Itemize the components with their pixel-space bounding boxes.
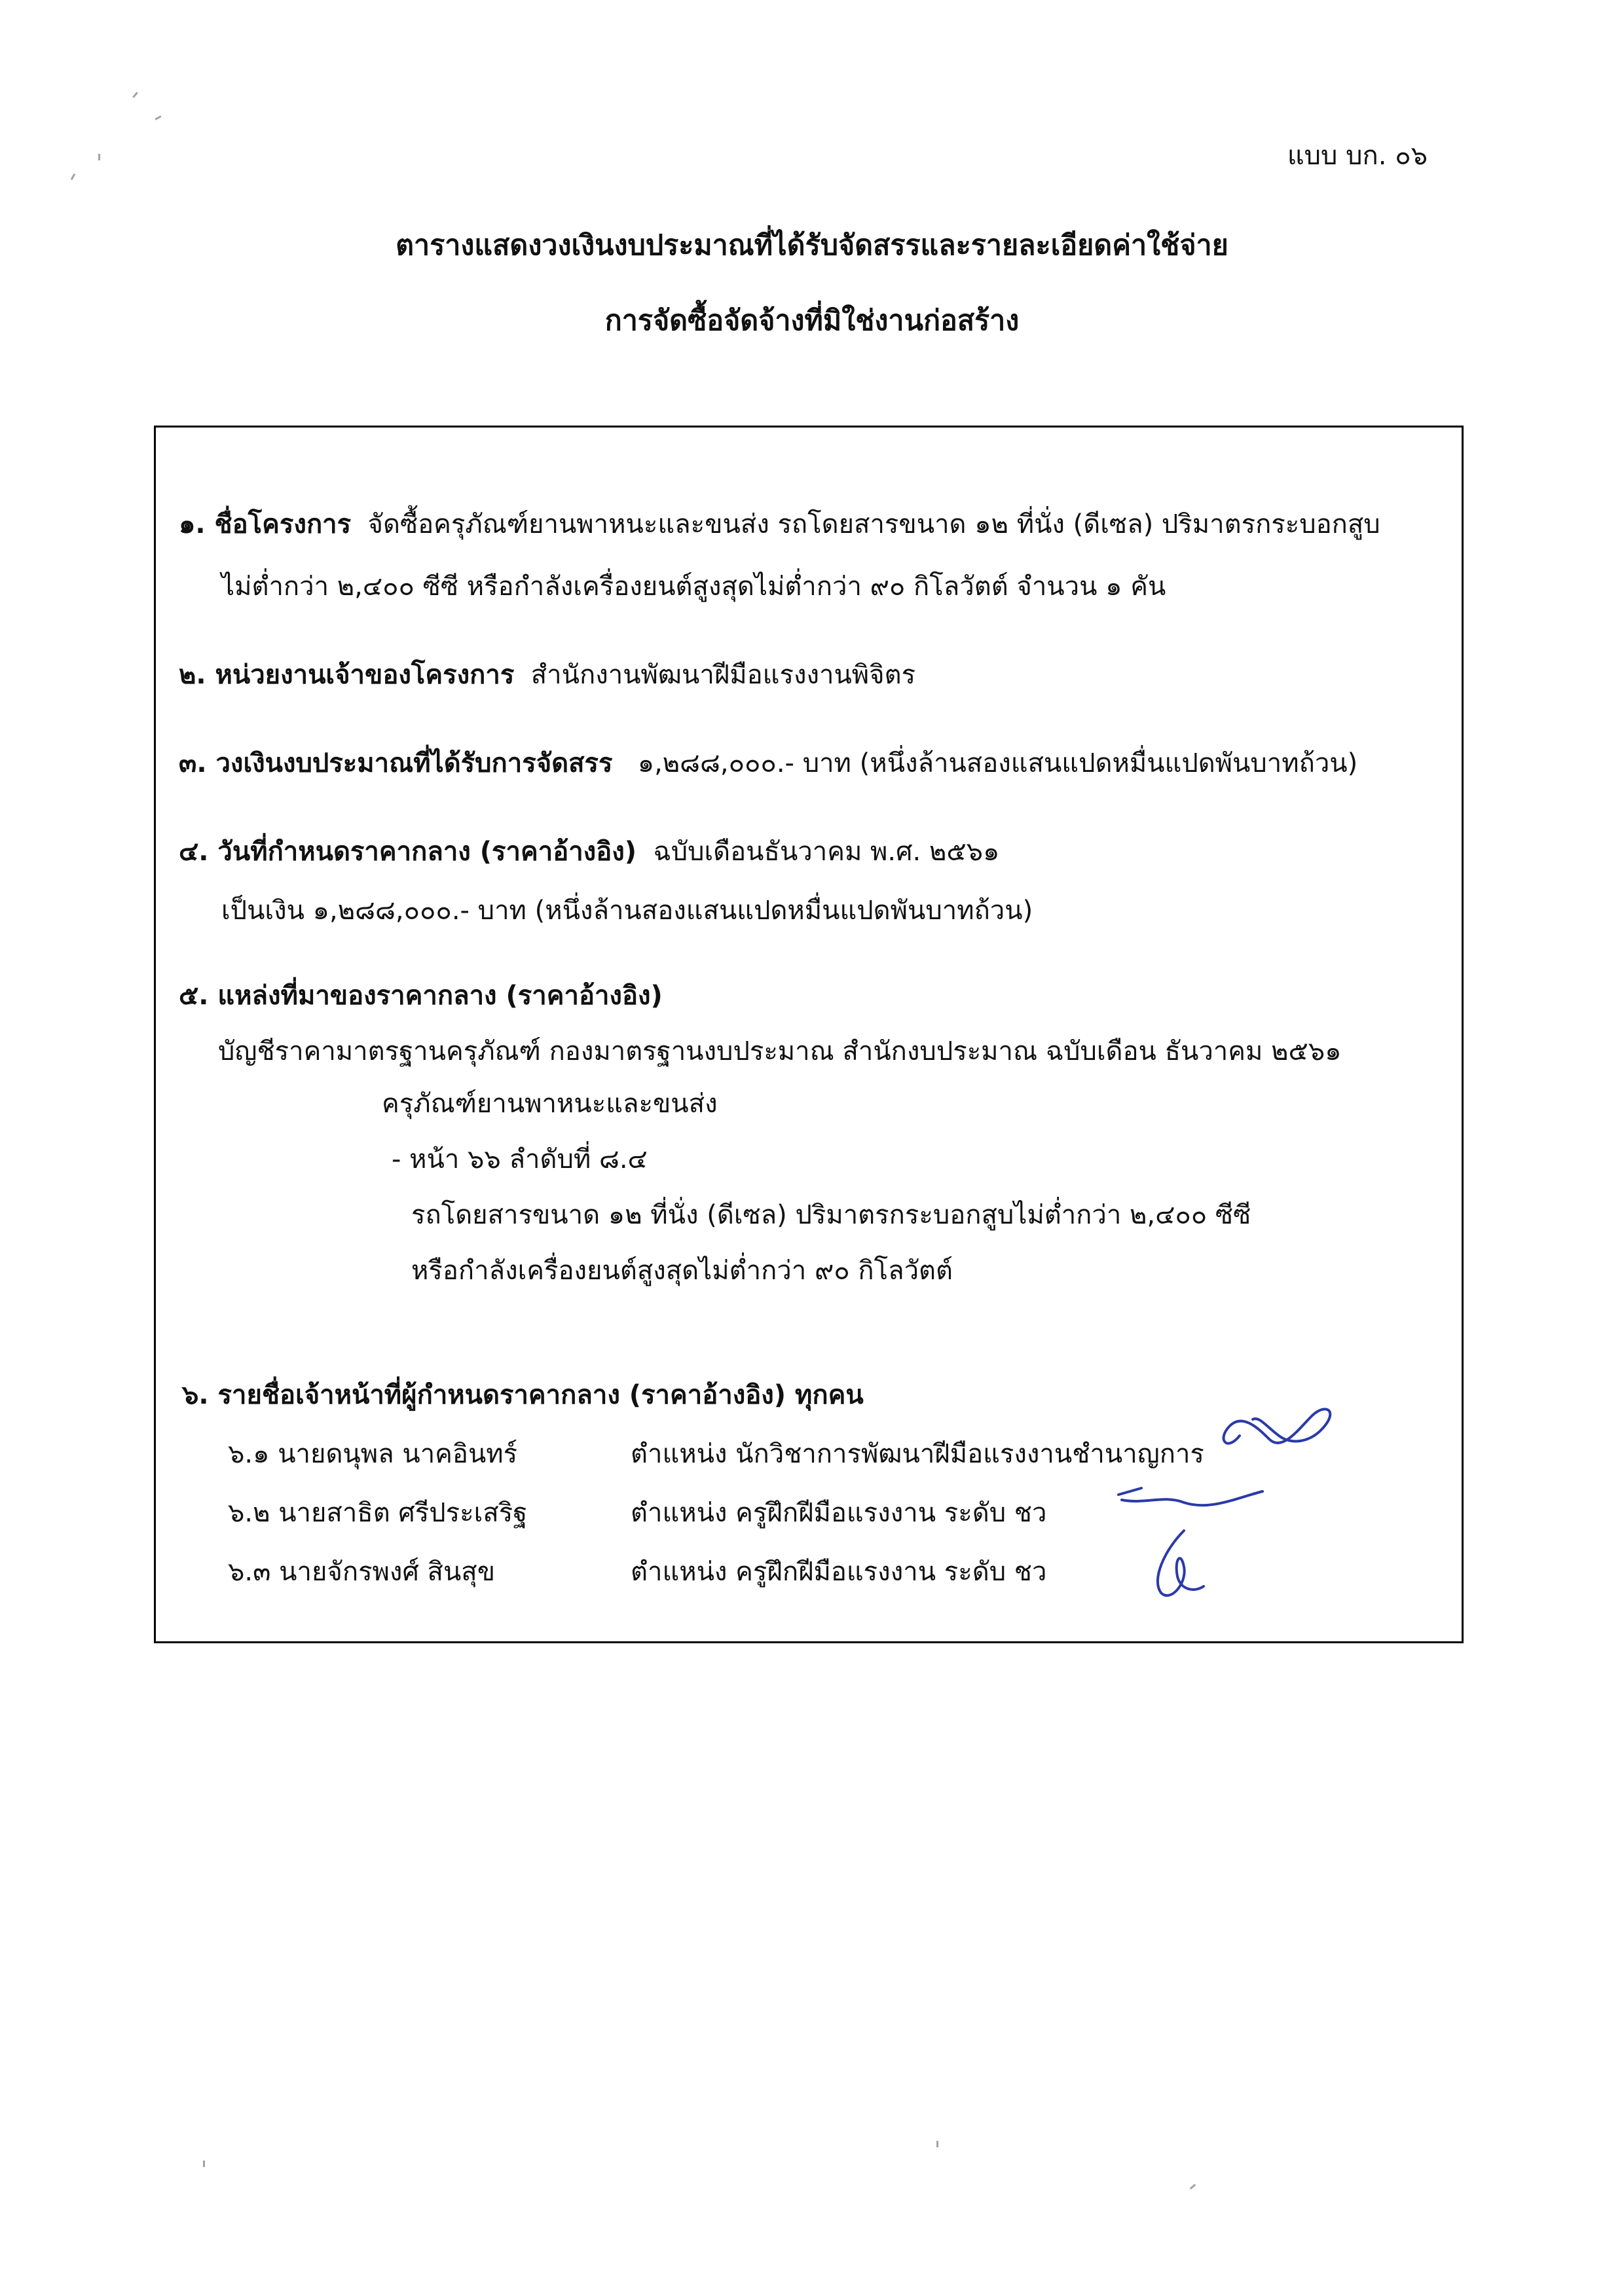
details-box <box>154 426 1464 1643</box>
member-name: ๖.๓ นายจักรพงศ์ สินสุข <box>228 1557 496 1587</box>
scan-speck <box>155 115 161 120</box>
document-subtitle: การจัดซื้อจัดจ้างที่มิใช่งานก่อสร้าง <box>604 304 1020 337</box>
section-1-line-1 <box>179 503 1380 545</box>
member-name: ๖.๒ นายสาธิต ศรีประเสริฐ <box>228 1498 528 1528</box>
signature-3 <box>1138 1521 1217 1613</box>
section-5-line-4: รถโดยสารขนาด ๑๒ ที่นั่ง (ดีเซล) ปริมาตรกระบอกสูบไม่ต่ำกว่า ๒,๔๐๐ ซีซี <box>411 1200 1251 1230</box>
section-2-text: สำนักงานพัฒนาฝีมือแรงงานพิจิตร <box>530 660 916 690</box>
scan-speck <box>71 173 76 180</box>
scan-speck <box>1190 2184 1196 2190</box>
signature-1 <box>1213 1390 1344 1468</box>
document-title: ตารางแสดงวงเงินงบประมาณที่ได้รับจัดสรรและรายละเอียดค่าใช้จ่าย <box>396 229 1228 262</box>
member-position: ตำแหน่ง นักวิชาการพัฒนาฝีมือแรงงานชำนาญการ <box>631 1439 1204 1469</box>
section-4-line-1 <box>179 830 999 872</box>
section-3-text: ๑,๒๘๘,๐๐๐.- บาท (หนึ่งล้านสองแสนแปดหมื่นแปดพันบาทถ้วน) <box>637 748 1358 778</box>
section-6-label: ๖. รายชื่อเจ้าหน้าที่ผู้กำหนดราคากลาง (ราคาอ้างอิง) ทุกคน <box>182 1380 864 1410</box>
section-3-label: ๓. วงเงินงบประมาณที่ได้รับการจัดสรร <box>179 748 613 778</box>
section-4-line-2: เป็นเงิน ๑,๒๘๘,๐๐๐.- บาท (หนึ่งล้านสองแสนแปดหมื่นแปดพันบาทถ้วน) <box>221 896 1033 926</box>
section-5-line-3: - หน้า ๖๖ ลำดับที่ ๘.๔ <box>392 1144 648 1175</box>
scan-speck <box>936 2141 938 2147</box>
member-position: ตำแหน่ง ครูฝึกฝีมือแรงงาน ระดับ ชว <box>631 1557 1047 1587</box>
section-5-line-5: หรือกำลังเครื่องยนต์สูงสุดไม่ต่ำกว่า ๙๐ กิโลวัตต์ <box>411 1256 953 1286</box>
member-name: ๖.๑ นายดนุพล นาคอินทร์ <box>228 1439 518 1469</box>
section-5-label: ๕. แหล่งที่มาของราคากลาง (ราคาอ้างอิง) <box>179 981 663 1011</box>
scan-speck <box>132 92 138 98</box>
section-2-label: ๒. หน่วยงานเจ้าของโครงการ <box>179 660 515 690</box>
section-5-line-2: ครุภัณฑ์ยานพาหนะและขนส่ง <box>382 1089 718 1119</box>
form-code: แบบ บก. ๐๖ <box>1287 141 1428 171</box>
section-4-label: ๔. วันที่กำหนดราคากลาง (ราคาอ้างอิง) <box>179 837 637 867</box>
section-3-line <box>179 742 1357 784</box>
scan-speck <box>98 154 100 160</box>
section-1-line-2: ไม่ต่ำกว่า ๒,๔๐๐ ซีซี หรือกำลังเครื่องยนต์สูงสุดไม่ต่ำกว่า ๙๐ กิโลวัตต์ จำนวน ๑ คัน <box>221 572 1166 602</box>
section-2-line <box>179 653 915 695</box>
member-position: ตำแหน่ง ครูฝึกฝีมือแรงงาน ระดับ ชว <box>631 1498 1047 1528</box>
section-5-line-1: บัญชีราคามาตรฐานครุภัณฑ์ กองมาตรฐานงบประมาณ สำนักงบประมาณ ฉบับเดือน ธันวาคม ๒๕๖๑ <box>218 1036 1342 1066</box>
section-4-text: ฉบับเดือนธันวาคม พ.ศ. ๒๕๖๑ <box>653 837 1000 867</box>
scan-speck <box>203 2160 205 2167</box>
signature-2 <box>1105 1475 1269 1527</box>
section-1-text: จัดซื้อครุภัณฑ์ยานพาหนะและขนส่ง รถโดยสารขนาด ๑๒ ที่นั่ง (ดีเซล) ปริมาตรกระบอกสูบ <box>367 509 1380 539</box>
section-1-label: ๑. ชื่อโครงการ <box>179 509 352 539</box>
